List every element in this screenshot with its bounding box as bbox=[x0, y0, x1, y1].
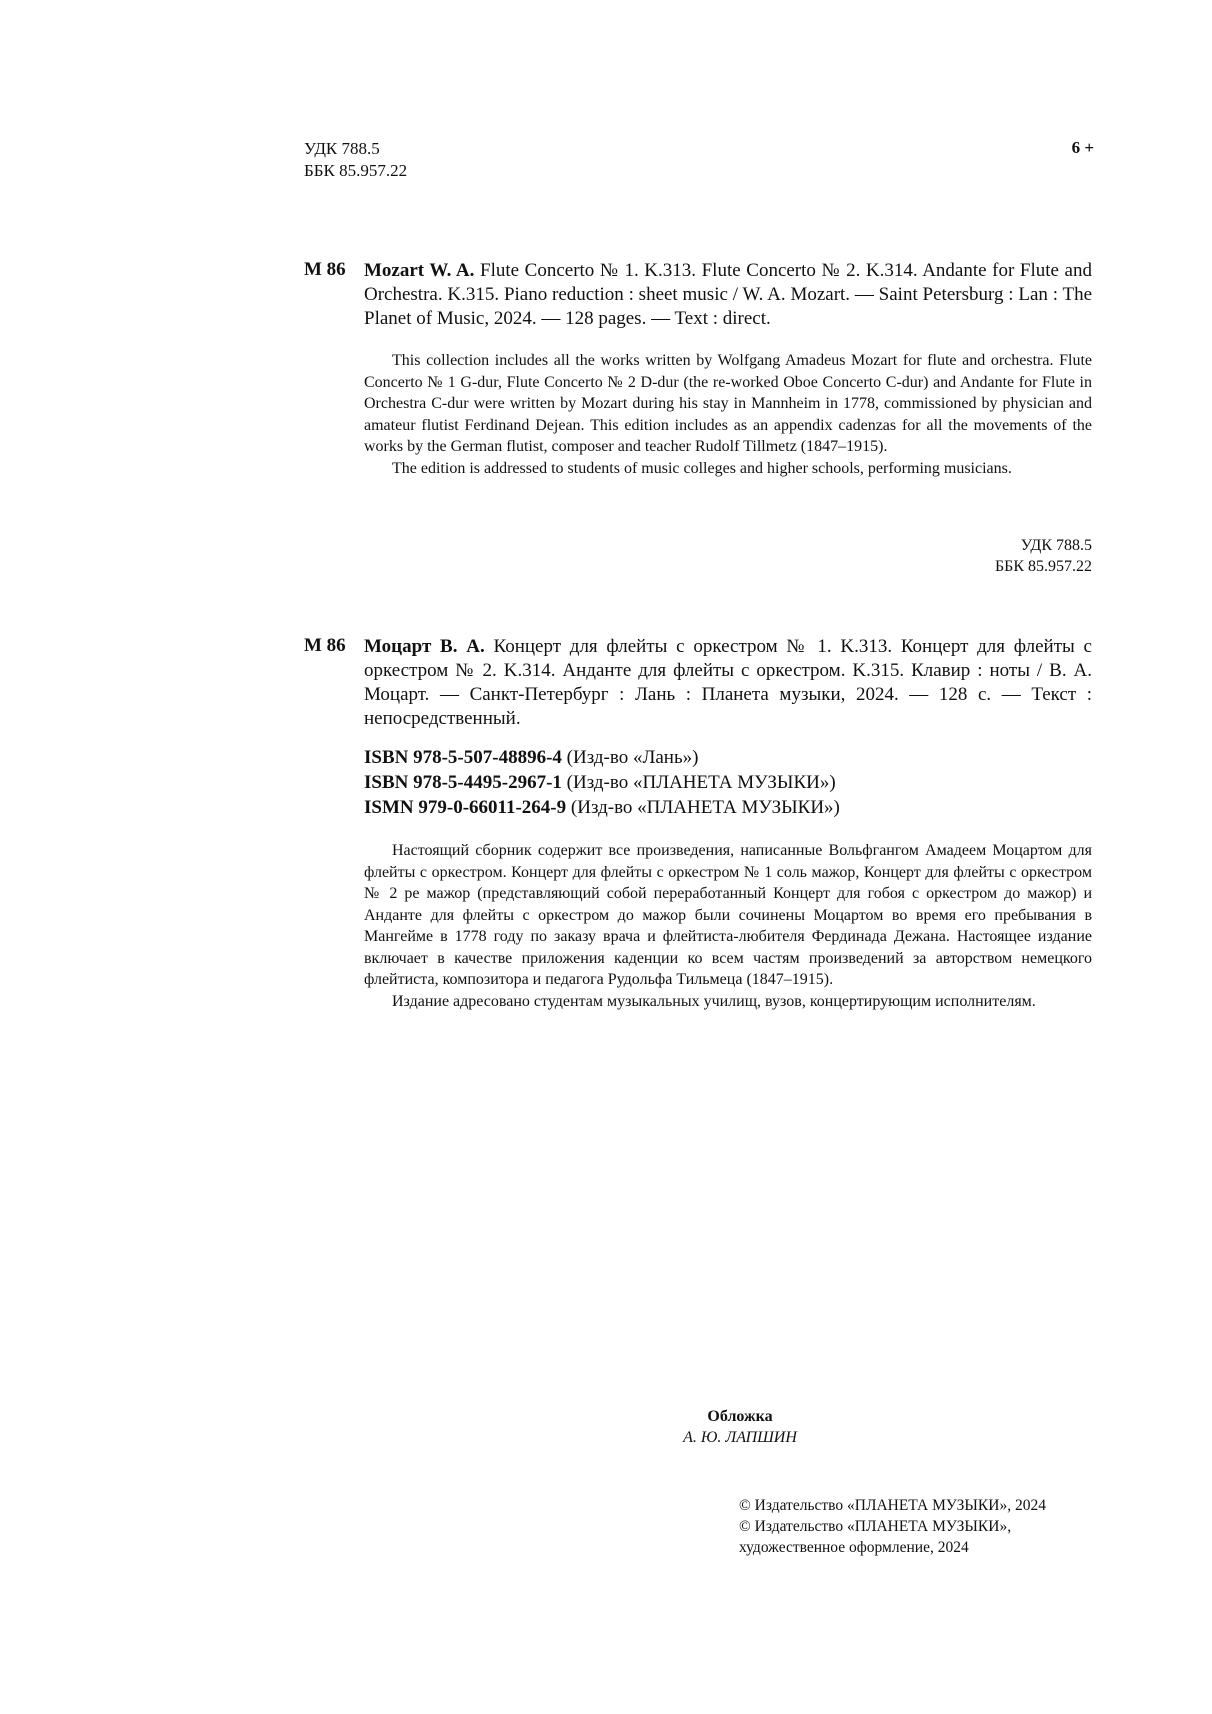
copyright-line: художественное оформление, 2024 bbox=[739, 1539, 969, 1556]
top-classification bbox=[304, 138, 407, 182]
english-author: Mozart W. A. bbox=[364, 260, 475, 281]
russian-abstract bbox=[364, 840, 1092, 1012]
age-rating: 6 + bbox=[1071, 138, 1094, 157]
english-title: Flute Concerto № 1. K.313. Flute Concerto № 2. K.314. Andante for Flute and Orchestra. K.315. Piano reduction : sheet music / W. A. Mozart. — Saint Petersburg : Lan : The Planet of Music, 2024. — 128 pages. — Text : direct. bbox=[364, 260, 1092, 329]
isbn-list bbox=[364, 745, 1092, 820]
russian-entry bbox=[364, 635, 1092, 731]
top-bbk: ББК 85.957.22 bbox=[304, 161, 408, 180]
english-entry bbox=[364, 259, 1092, 331]
english-udk: УДК 788.5 bbox=[1020, 537, 1092, 554]
copyright-block bbox=[739, 1495, 1046, 1558]
english-bbk: ББК 85.957.22 bbox=[994, 558, 1092, 575]
top-udk: УДК 788.5 bbox=[304, 139, 380, 158]
english-entry-code: М 86 bbox=[304, 259, 346, 280]
copyright-line: © Издательство «ПЛАНЕТА МУЗЫКИ», bbox=[739, 1518, 1012, 1535]
copyright-line: © Издательство «ПЛАНЕТА МУЗЫКИ», 2024 bbox=[739, 1497, 1046, 1514]
russian-author: Моцарт В. А. bbox=[364, 636, 485, 657]
russian-entry-code: М 86 bbox=[304, 635, 346, 656]
isbn-line: ISBN 978-5-4495-2967-1 (Изд-во «ПЛАНЕТА МУЗЫКИ») bbox=[364, 772, 836, 793]
russian-title: Концерт для флейты с оркестром № 1. K.313. Концерт для флейты с оркестром № 2. K.314. Анданте для флейты с оркестром. K.315. Клавир : ноты / В. А. Моцарт. — Санкт-Петербург : Лань : Планета музыки, 2024. — 128 с. — Текст : непосредственный. bbox=[364, 636, 1092, 729]
russian-abstract-p1: Настоящий сборник содержит все произведения, написанные Вольфгангом Амадеем Моцартом для флейты с оркестром. Концерт для флейты с оркестром № 1 соль мажор, Концерт для флейты с оркестром № 2 ре мажор (представляющий собой переработанный Концерт для гобоя с оркестром до мажор) и Анданте для флейты с оркестром до мажор были сочинены Моцартом во время его пребывания в Мангейме в 1778 году по заказу врача и флейтиста-любителя Фердинада Дежана. Настоящее издание включает в качестве приложения каденции ко всем частям произведений за авторством немецкого флейтиста, композитора и педагога Рудольфа Тильмеца (1847–1915). bbox=[364, 842, 1092, 988]
cover-artist: А. Ю. ЛАПШИН bbox=[683, 1429, 797, 1446]
english-abstract-p1: This collection includes all the works written by Wolfgang Amadeus Mozart for flute and orchestra. Flute Concerto № 1 G-dur, Flute Concerto № 2 D-dur (the re-worked Oboe Concerto C-dur) and Andante for Flute in Orchestra C-dur were written by Mozart during his stay in Mannheim in 1778, commissioned by physician and amateur flutist Ferdinand Dejean. This edition includes as an appendix cadenzas for all the movements of the works by the German flutist, composer and teacher Rudolf Tillmetz (1847–1915). bbox=[364, 352, 1092, 455]
english-abstract-p2: The edition is addressed to students of music colleges and higher schools, performing musicians. bbox=[392, 459, 1012, 477]
cover-credit bbox=[620, 1406, 860, 1448]
isbn-line: ISBN 978-5-507-48896-4 (Изд-во «Лань») bbox=[364, 747, 699, 768]
english-abstract bbox=[364, 350, 1092, 479]
english-classification bbox=[995, 535, 1092, 577]
ismn-line: ISMN 979-0-66011-264-9 (Изд-во «ПЛАНЕТА МУЗЫКИ») bbox=[364, 797, 840, 818]
cover-label: Обложка bbox=[707, 1408, 773, 1425]
russian-abstract-p2: Издание адресовано студентам музыкальных училищ, вузов, концертирующим исполнителям. bbox=[392, 992, 1036, 1010]
